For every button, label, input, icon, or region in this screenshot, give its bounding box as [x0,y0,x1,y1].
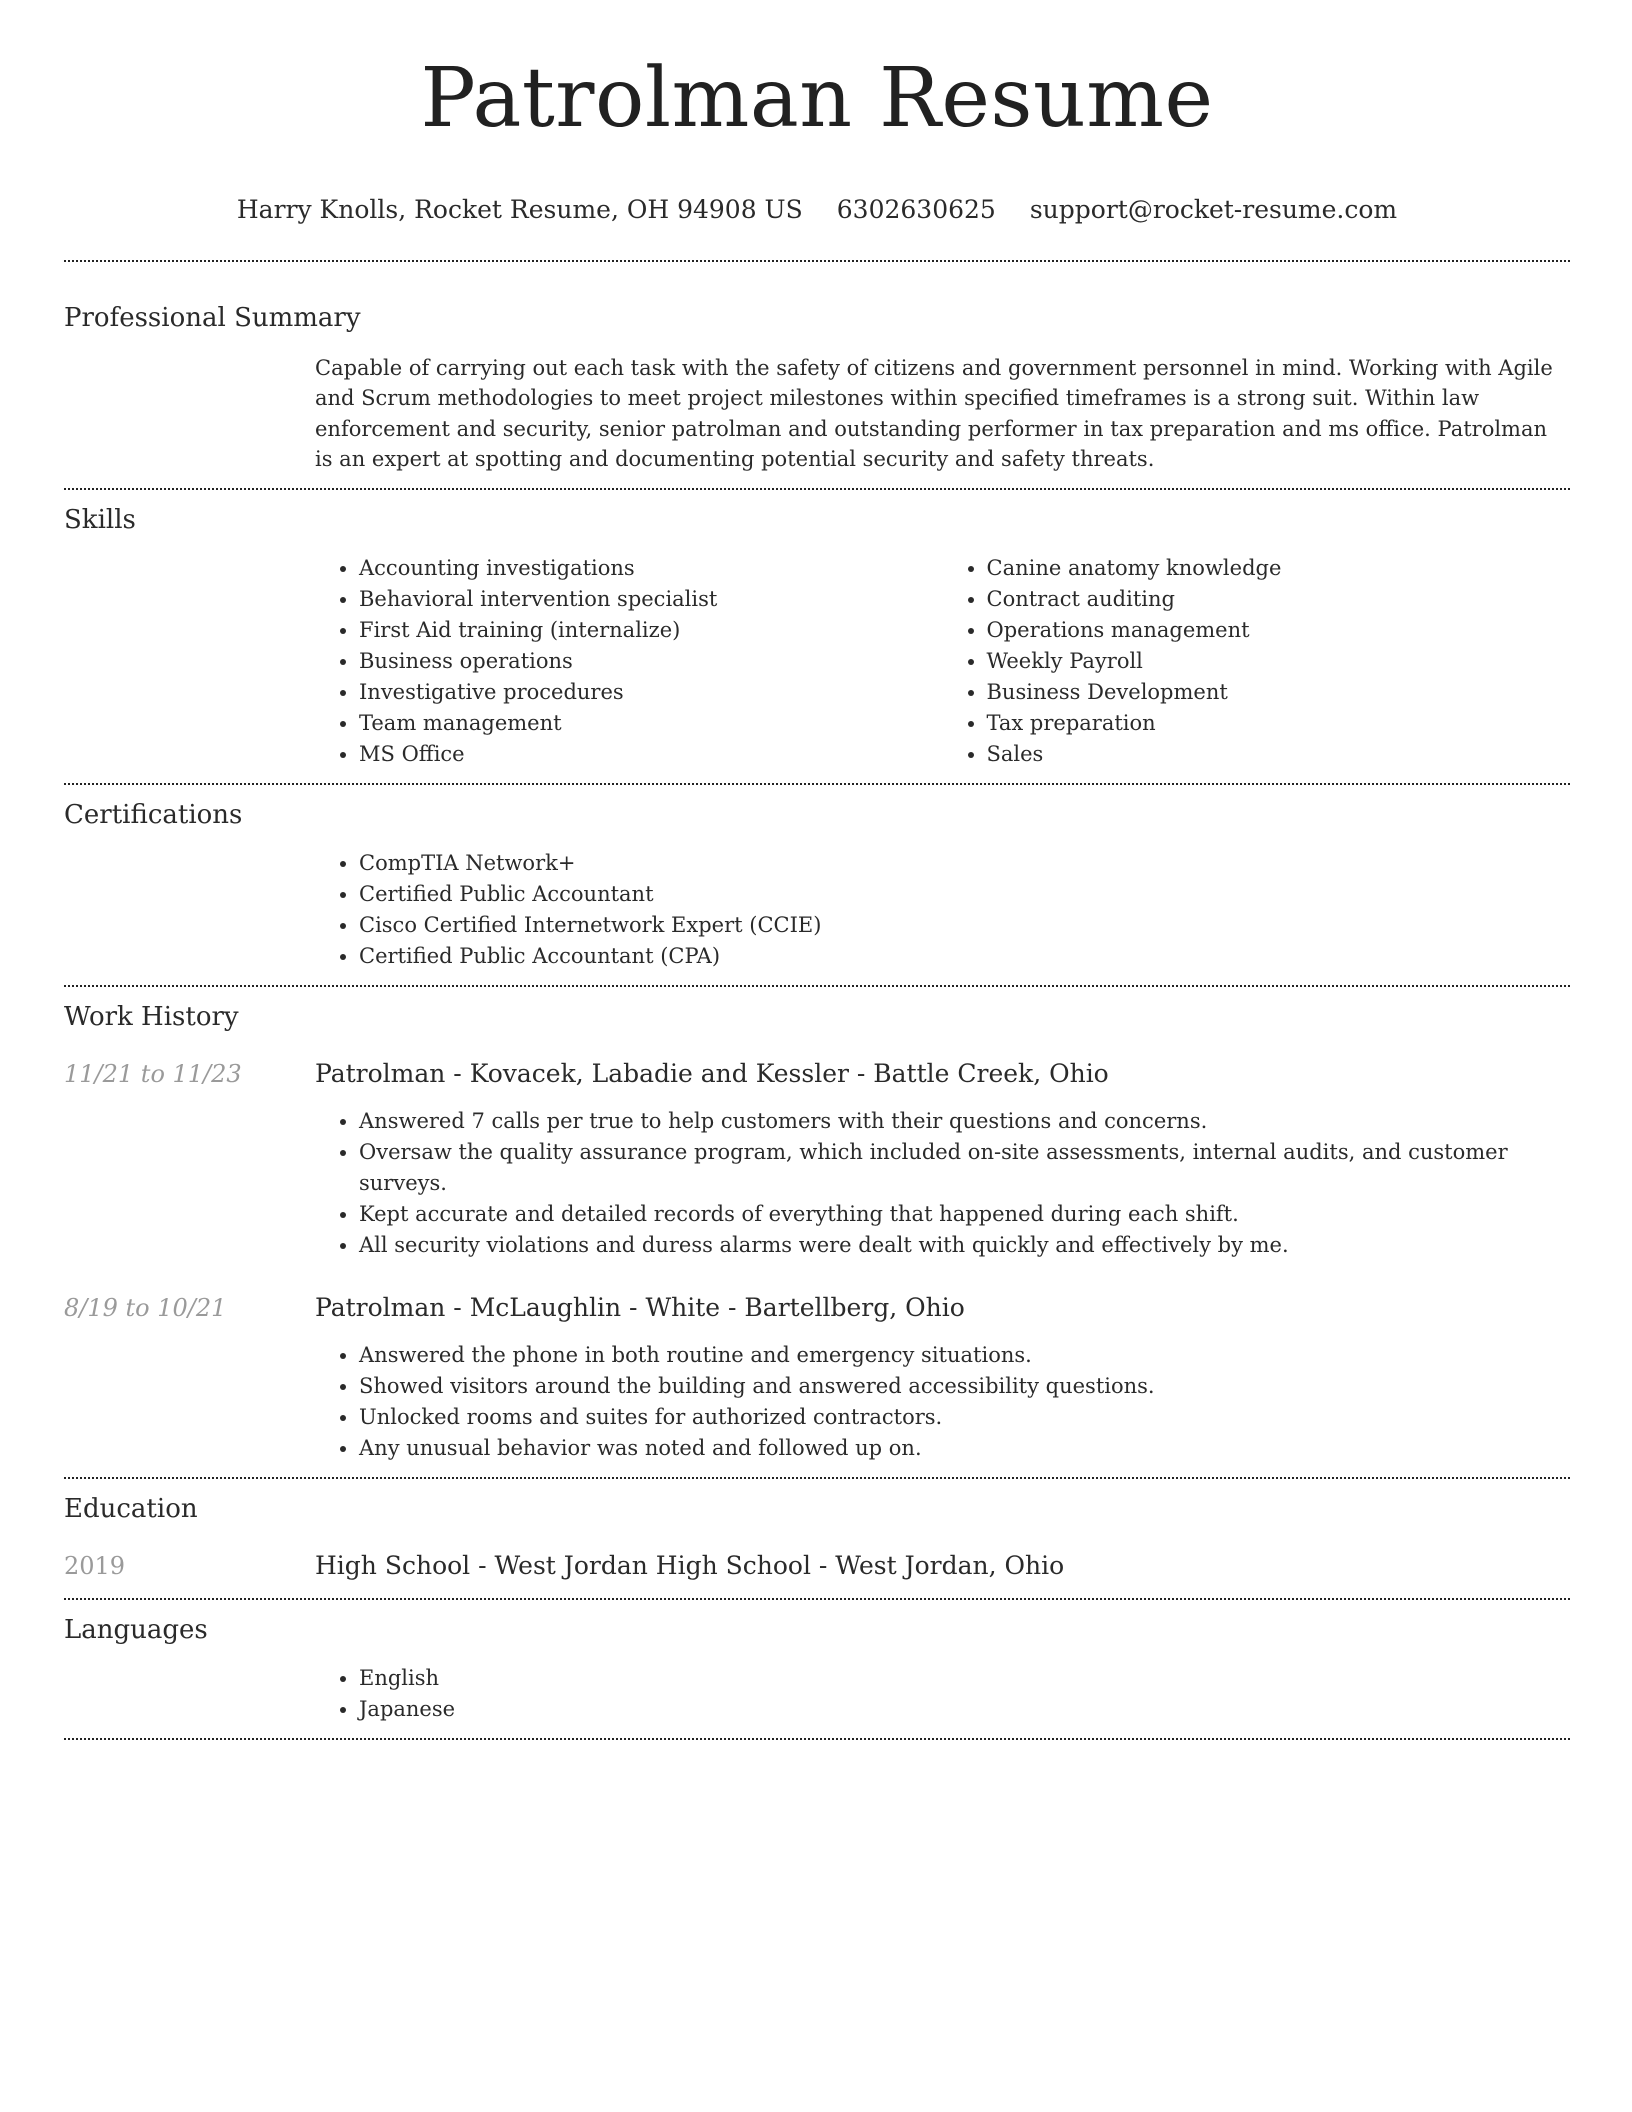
certification-item: • Cisco Certified Internetwork Expert (CCIE) [359,910,1570,941]
page-title: Patrolman Resume [420,51,1214,146]
skills-heading: Skills [64,504,136,535]
summary-text: Capable of carrying out each task with the safety of citizens and government personnel in mind. Working with Agile and Scrum methodologies to meet project milestones within specified timeframes is a strong suit. Within law enforcement and security, senior patrolman and outstanding performer in tax preparation and ms office. Patrolman is an expert at spotting and documenting potential security and safety threats. [315,355,1553,472]
education-entry [64,1551,1570,1580]
education-section [64,1494,1570,1580]
job-bullet: • Any unusual behavior was noted and followed up on. [359,1433,1570,1464]
skills-column-right [943,553,1571,770]
job-entry [64,1059,1570,1261]
skills-column-left [315,553,943,770]
resume-page [64,0,1570,1740]
certifications-list [315,848,1570,972]
job-entry [64,1293,1570,1464]
skill-item: • Business Development [987,677,1571,708]
skill-item: • Weekly Payroll [987,646,1571,677]
work-history-section [64,1002,1570,1464]
skill-item: • Contract auditing [987,584,1571,615]
language-item: • English [359,1663,1570,1694]
contact-phone: 6302630625 [836,194,996,224]
education-title: High School - West Jordan High School - West Jordan, Ohio [315,1550,1065,1580]
skills-section [64,505,1570,770]
job-bullet: • Oversaw the quality assurance program, which included on-site assessments, internal audits, and customer surveys. [359,1137,1570,1199]
summary-section [64,303,1570,475]
languages-section [64,1615,1570,1725]
divider [64,1738,1570,1740]
languages-list [315,1663,1570,1725]
skills-list [315,553,1570,770]
job-bullets [315,1106,1570,1261]
contact-email: support@rocket-resume.com [1029,194,1398,224]
job-title: Patrolman - McLaughlin - White - Bartellberg, Ohio [315,1292,965,1322]
contact-address: Harry Knolls, Rocket Resume, OH 94908 US [236,194,803,224]
skill-item: • Business operations [359,646,943,677]
work-history-heading: Work History [64,1001,239,1032]
divider [64,985,1570,987]
skill-item: • Behavioral intervention specialist [359,584,943,615]
job-bullet: • Kept accurate and detailed records of everything that happened during each shift. [359,1199,1570,1230]
skill-item: • Investigative procedures [359,677,943,708]
skill-item: • Sales [987,739,1571,770]
job-bullet: • Unlocked rooms and suites for authorized contractors. [359,1402,1570,1433]
certifications-heading: Certifications [64,799,243,830]
summary-heading: Professional Summary [64,302,361,333]
job-bullets [315,1340,1570,1464]
job-title: Patrolman - Kovacek, Labadie and Kessler - Battle Creek, Ohio [315,1058,1109,1088]
skill-item: • Tax preparation [987,708,1571,739]
job-bullet: • Showed visitors around the building and answered accessibility questions. [359,1371,1570,1402]
language-item: • Japanese [359,1694,1570,1725]
divider [64,1477,1570,1479]
job-bullet: • Answered 7 calls per true to help customers with their questions and concerns. [359,1106,1570,1137]
contact-line [64,195,1570,225]
certification-item: • Certified Public Accountant [359,879,1570,910]
skill-item: • Operations management [987,615,1571,646]
job-bullet: • Answered the phone in both routine and emergency situations. [359,1340,1570,1371]
skill-item: • First Aid training (internalize) [359,615,943,646]
divider [64,1598,1570,1600]
certifications-section [64,800,1570,972]
divider [64,260,1570,262]
divider [64,783,1570,785]
skill-item: • Team management [359,708,943,739]
certification-item: • CompTIA Network+ [359,848,1570,879]
job-bullet: • All security violations and duress alarms were dealt with quickly and effectively by me. [359,1230,1570,1261]
divider [64,488,1570,490]
skill-item: • Canine anatomy knowledge [987,553,1571,584]
education-year: 2019 [64,1551,126,1580]
job-dates: 8/19 to 10/21 [64,1293,227,1322]
certification-item: • Certified Public Accountant (CPA) [359,941,1570,972]
job-dates: 11/21 to 11/23 [64,1059,242,1088]
skill-item: • MS Office [359,739,943,770]
education-heading: Education [64,1493,198,1524]
languages-heading: Languages [64,1614,208,1645]
skill-item: • Accounting investigations [359,553,943,584]
